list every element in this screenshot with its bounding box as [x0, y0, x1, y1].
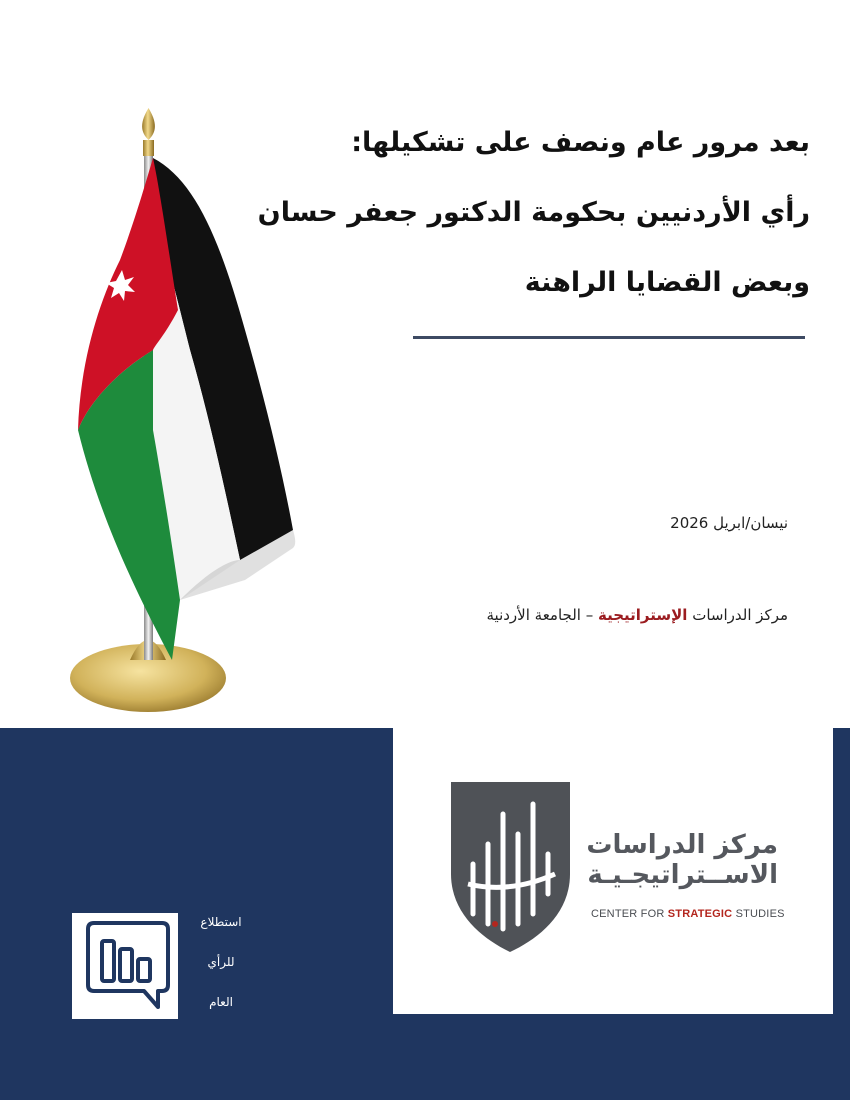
logo-english-prefix: CENTER FOR [591, 908, 668, 920]
report-date: نيسان/ابريل 2026 [670, 514, 788, 532]
logo-english-highlight: STRATEGIC [667, 908, 733, 920]
logo-english-name [591, 908, 785, 920]
shield-emblem-icon [443, 774, 578, 954]
poll-label [190, 912, 252, 1032]
poll-label-line-1: استطلاع [200, 915, 242, 929]
title-divider [413, 336, 805, 339]
bar-chart-speech-icon [72, 913, 178, 1019]
poll-label-line-2: للرأي [207, 955, 235, 969]
center-logo-card [393, 712, 833, 1014]
logo-arabic-name [588, 830, 778, 890]
pole-finial [142, 108, 155, 140]
title-line-1: بعد مرور عام ونصف على تشكيلها: [351, 127, 810, 158]
logo-arabic-line-2: الاســتراتيجـيـة [587, 860, 778, 890]
logo-arabic-line-1: مركز الدراسات [586, 830, 778, 860]
publisher-highlight: الإستراتيجية [598, 606, 688, 624]
publisher-suffix: – الجامعة الأردنية [486, 606, 598, 624]
title-line-2: رأي الأردنيين بحكومة الدكتور جعفر حسان [257, 197, 810, 228]
logo-english-suffix: STUDIES [732, 908, 785, 920]
poll-label-line-3: العام [209, 995, 233, 1009]
report-title [257, 118, 810, 328]
poll-icon-box [72, 913, 178, 1019]
title-line-3: وبعض القضايا الراهنة [524, 267, 810, 298]
publisher-prefix: مركز الدراسات [687, 606, 788, 624]
publisher-line [487, 606, 789, 624]
